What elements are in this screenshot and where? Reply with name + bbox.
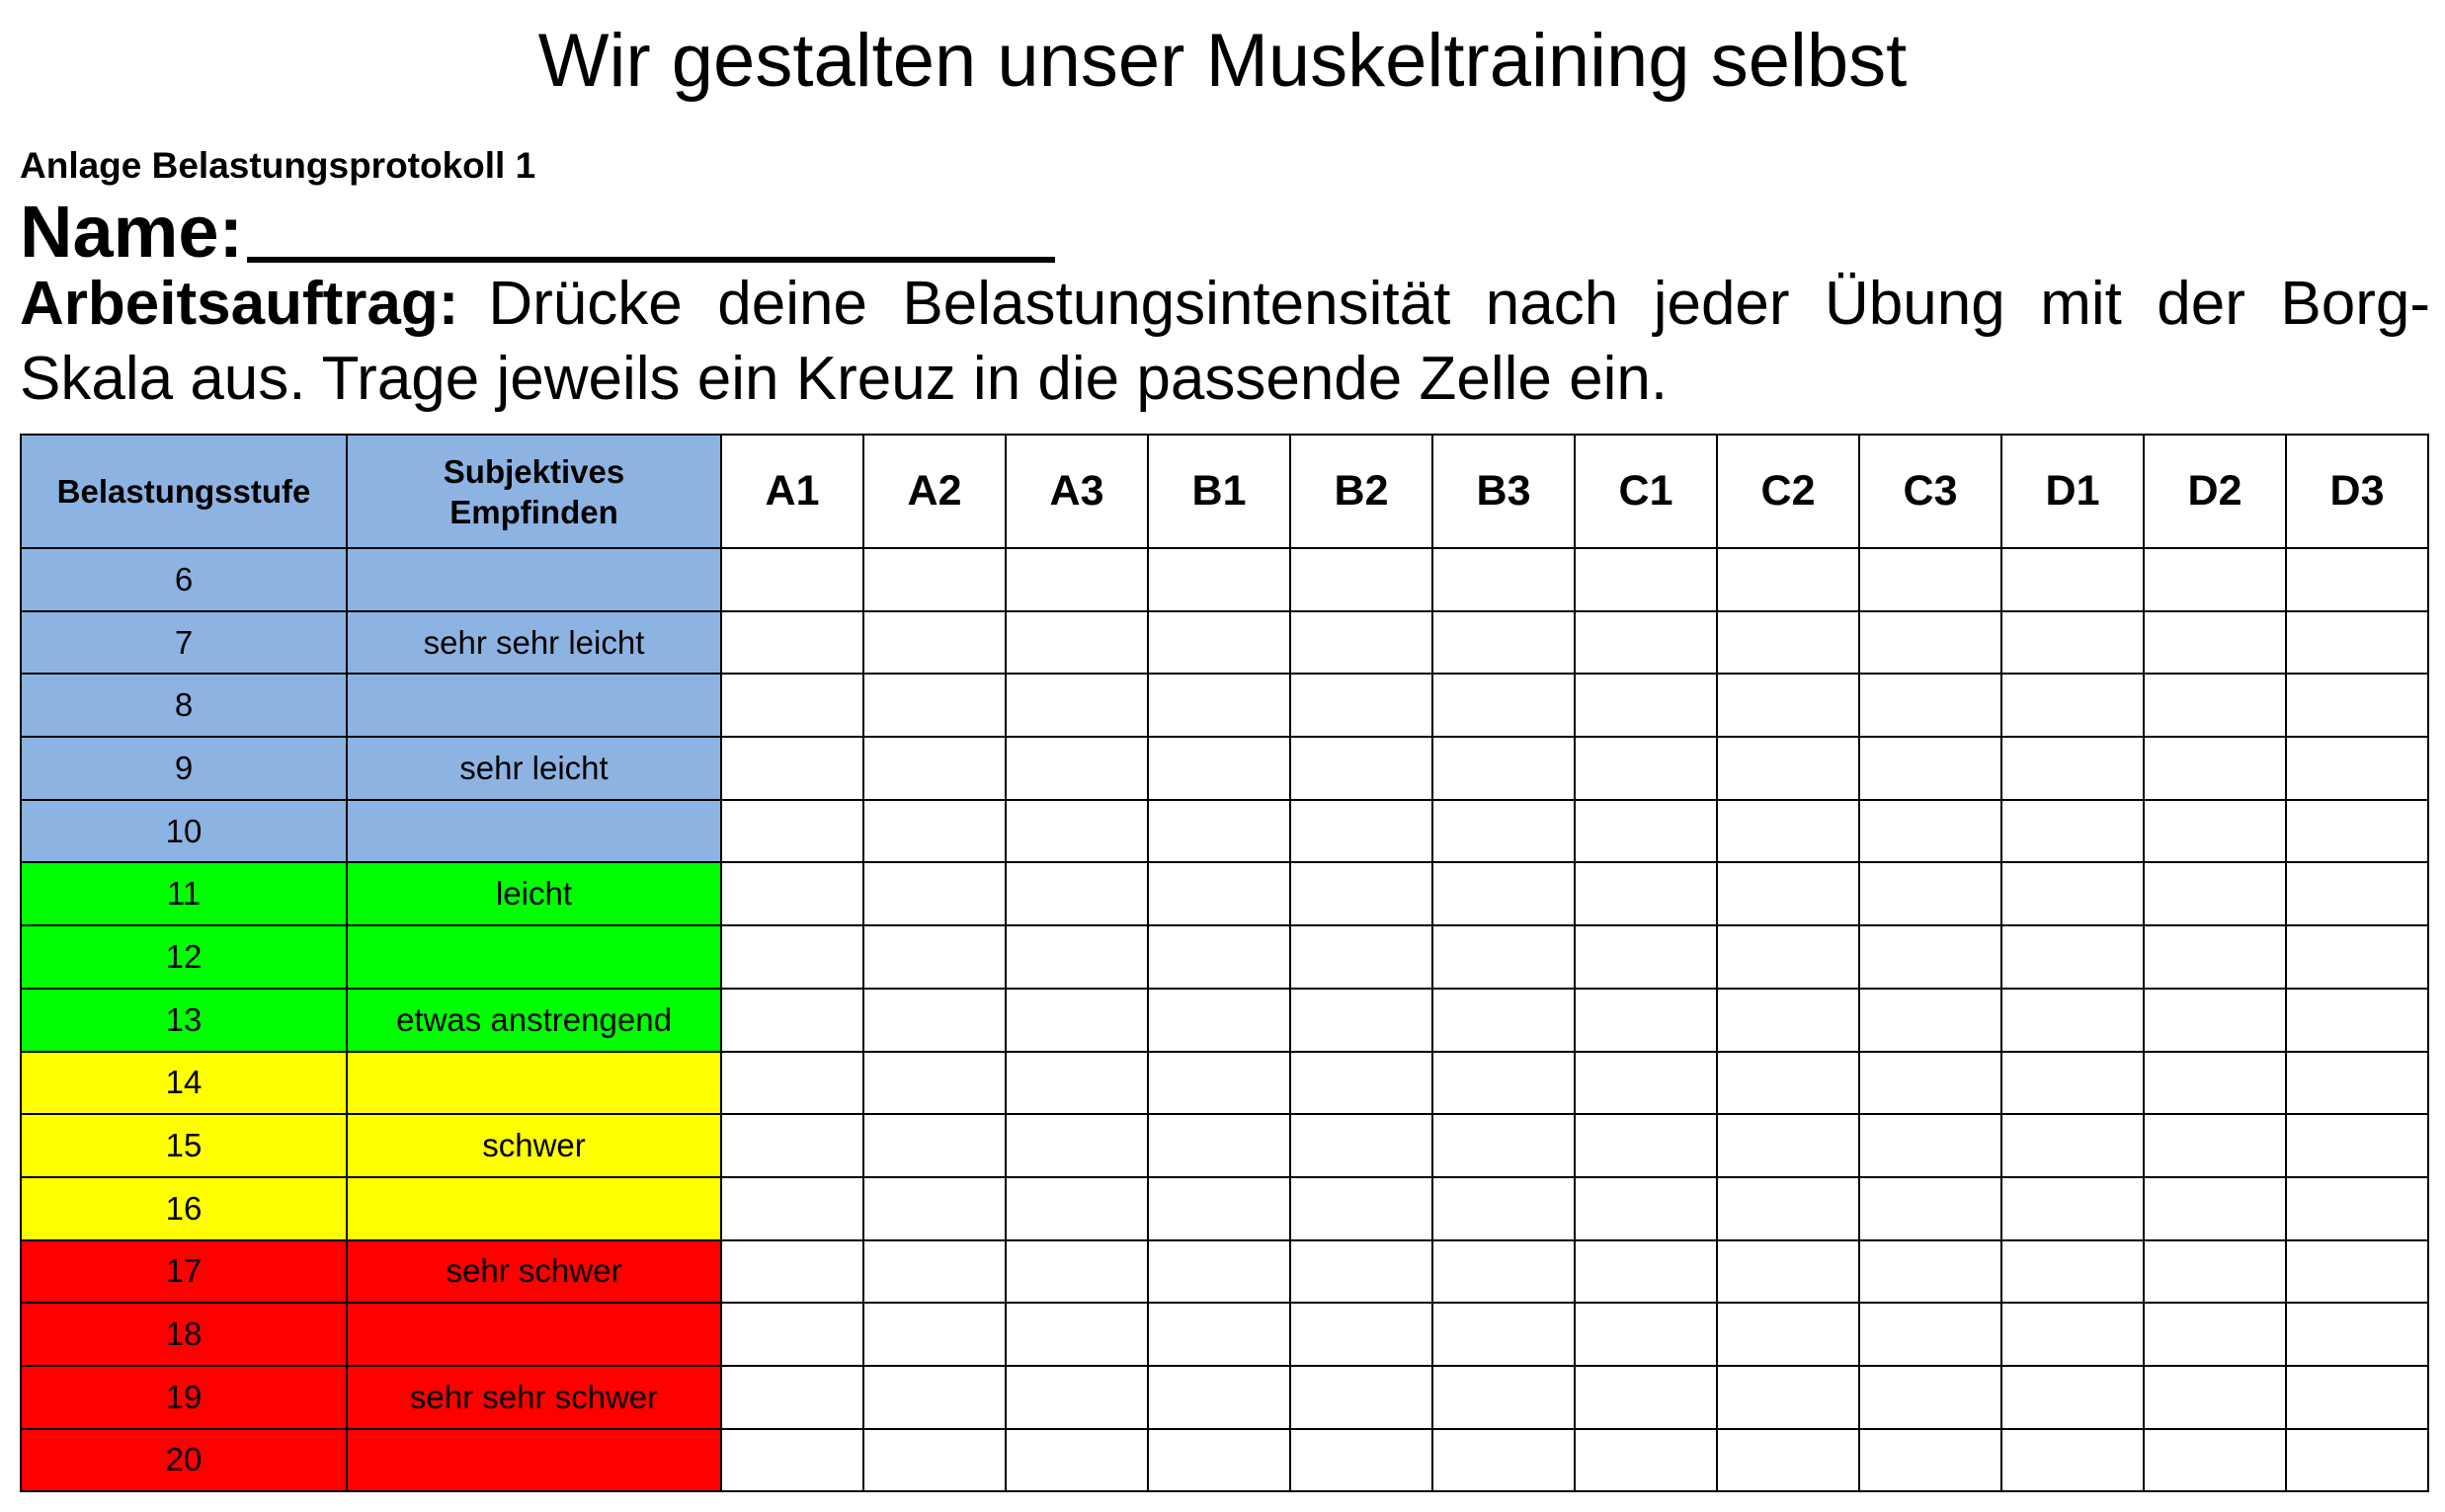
table-row xyxy=(21,1366,2428,1429)
mark-cell-c2[interactable] xyxy=(1717,1177,1859,1240)
mark-cell-b1[interactable] xyxy=(1148,1303,1290,1366)
mark-cell-b3[interactable] xyxy=(1432,1240,1575,1304)
mark-cell-b1[interactable] xyxy=(1148,1114,1290,1177)
header-exercise-d3: D3 xyxy=(2286,435,2428,548)
table-row xyxy=(21,1052,2428,1115)
name-underline[interactable] xyxy=(247,257,1055,263)
mark-cell-a1[interactable] xyxy=(721,1240,863,1304)
mark-cell-b3[interactable] xyxy=(1432,1177,1575,1240)
mark-cell-a1[interactable] xyxy=(721,1052,863,1115)
header-exercise-b3: B3 xyxy=(1432,435,1575,548)
table-row xyxy=(21,1114,2428,1177)
mark-cell-d1[interactable] xyxy=(2001,1429,2144,1492)
mark-cell-c3[interactable] xyxy=(1859,548,2001,611)
table-row xyxy=(21,1177,2428,1240)
mark-cell-c3[interactable] xyxy=(1859,1052,2001,1115)
page-title: Wir gestalten unser Muskeltraining selbst xyxy=(537,19,1908,103)
mark-cell-c2[interactable] xyxy=(1717,989,1859,1052)
mark-cell-b1[interactable] xyxy=(1148,1177,1290,1240)
mark-cell-c3[interactable] xyxy=(1859,611,2001,675)
mark-cell-b2[interactable] xyxy=(1290,925,1432,989)
table-row xyxy=(21,862,2428,925)
header-feeling-line-2: Empfinden xyxy=(449,493,618,530)
mark-cell-c3[interactable] xyxy=(1859,1303,2001,1366)
mark-cell-b1[interactable] xyxy=(1148,800,1290,863)
feeling-cell: sehr leicht xyxy=(347,737,721,800)
mark-cell-b1[interactable] xyxy=(1148,1240,1290,1304)
table-row xyxy=(21,548,2428,611)
mark-cell-a3[interactable] xyxy=(1006,1429,1148,1492)
mark-cell-c1[interactable] xyxy=(1575,674,1717,737)
header-exercise-c3: C3 xyxy=(1859,435,2001,548)
annex-label: Anlage Belastungsprotokoll 1 xyxy=(20,145,536,186)
mark-cell-d1[interactable] xyxy=(2001,1303,2144,1366)
mark-cell-b1[interactable] xyxy=(1148,1052,1290,1115)
feeling-cell xyxy=(347,1429,721,1492)
mark-cell-b3[interactable] xyxy=(1432,611,1575,675)
mark-cell-a1[interactable] xyxy=(721,674,863,737)
mark-cell-d3[interactable] xyxy=(2286,1240,2428,1304)
stage-cell: 11 xyxy=(21,862,347,925)
mark-cell-d3[interactable] xyxy=(2286,737,2428,800)
header-exercise-c1: C1 xyxy=(1575,435,1717,548)
mark-cell-b1[interactable] xyxy=(1148,1429,1290,1492)
mark-cell-b2[interactable] xyxy=(1290,1240,1432,1304)
mark-cell-c1[interactable] xyxy=(1575,989,1717,1052)
mark-cell-c1[interactable] xyxy=(1575,1240,1717,1304)
task-text-1: Drücke deine Belastungsintensität nach jeder Übung mit der Borg- xyxy=(488,270,2430,338)
mark-cell-d1[interactable] xyxy=(2001,989,2144,1052)
stage-cell: 6 xyxy=(21,548,347,611)
table-row xyxy=(21,1240,2428,1304)
mark-cell-d3[interactable] xyxy=(2286,548,2428,611)
mark-cell-d1[interactable] xyxy=(2001,1240,2144,1304)
mark-cell-a2[interactable] xyxy=(863,548,1006,611)
mark-cell-d3[interactable] xyxy=(2286,1052,2428,1115)
mark-cell-a2[interactable] xyxy=(863,800,1006,863)
mark-cell-b2[interactable] xyxy=(1290,611,1432,675)
mark-cell-c2[interactable] xyxy=(1717,548,1859,611)
mark-cell-b2[interactable] xyxy=(1290,548,1432,611)
mark-cell-b1[interactable] xyxy=(1148,674,1290,737)
mark-cell-b2[interactable] xyxy=(1290,1366,1432,1429)
table-row xyxy=(21,611,2428,675)
table-row xyxy=(21,800,2428,863)
mark-cell-c3[interactable] xyxy=(1859,1240,2001,1304)
mark-cell-a1[interactable] xyxy=(721,548,863,611)
mark-cell-c2[interactable] xyxy=(1717,1052,1859,1115)
mark-cell-a2[interactable] xyxy=(863,1429,1006,1492)
mark-cell-a3[interactable] xyxy=(1006,800,1148,863)
stage-cell: 14 xyxy=(21,1052,347,1115)
mark-cell-d1[interactable] xyxy=(2001,925,2144,989)
mark-cell-d3[interactable] xyxy=(2286,1303,2428,1366)
feeling-cell xyxy=(347,925,721,989)
mark-cell-a2[interactable] xyxy=(863,737,1006,800)
mark-cell-d1[interactable] xyxy=(2001,674,2144,737)
mark-cell-d3[interactable] xyxy=(2286,1366,2428,1429)
name-field[interactable] xyxy=(20,186,1055,275)
mark-cell-b3[interactable] xyxy=(1432,800,1575,863)
mark-cell-d2[interactable] xyxy=(2144,800,2286,863)
mark-cell-c3[interactable] xyxy=(1859,925,2001,989)
mark-cell-c1[interactable] xyxy=(1575,1114,1717,1177)
mark-cell-b3[interactable] xyxy=(1432,1366,1575,1429)
stage-cell: 8 xyxy=(21,674,347,737)
mark-cell-c3[interactable] xyxy=(1859,989,2001,1052)
mark-cell-b3[interactable] xyxy=(1432,548,1575,611)
feeling-cell: schwer xyxy=(347,1114,721,1177)
feeling-cell: etwas anstrengend xyxy=(347,989,721,1052)
mark-cell-d3[interactable] xyxy=(2286,925,2428,989)
feeling-cell xyxy=(347,1303,721,1366)
mark-cell-c2[interactable] xyxy=(1717,1429,1859,1492)
mark-cell-d1[interactable] xyxy=(2001,862,2144,925)
mark-cell-a2[interactable] xyxy=(863,989,1006,1052)
mark-cell-a1[interactable] xyxy=(721,862,863,925)
mark-cell-a3[interactable] xyxy=(1006,1177,1148,1240)
mark-cell-d2[interactable] xyxy=(2144,925,2286,989)
stage-cell: 15 xyxy=(21,1114,347,1177)
stage-cell: 7 xyxy=(21,611,347,675)
mark-cell-a1[interactable] xyxy=(721,1429,863,1492)
mark-cell-c1[interactable] xyxy=(1575,611,1717,675)
mark-cell-c1[interactable] xyxy=(1575,925,1717,989)
header-stage: Belastungsstufe xyxy=(21,435,347,548)
mark-cell-b2[interactable] xyxy=(1290,674,1432,737)
mark-cell-b2[interactable] xyxy=(1290,1177,1432,1240)
mark-cell-d3[interactable] xyxy=(2286,862,2428,925)
stage-cell: 17 xyxy=(21,1240,347,1304)
mark-cell-b1[interactable] xyxy=(1148,548,1290,611)
mark-cell-a1[interactable] xyxy=(721,989,863,1052)
mark-cell-a2[interactable] xyxy=(863,1177,1006,1240)
header-exercise-d1: D1 xyxy=(2001,435,2144,548)
mark-cell-c1[interactable] xyxy=(1575,800,1717,863)
table-row xyxy=(21,989,2428,1052)
mark-cell-d1[interactable] xyxy=(2001,1114,2144,1177)
mark-cell-d1[interactable] xyxy=(2001,548,2144,611)
mark-cell-a3[interactable] xyxy=(1006,737,1148,800)
mark-cell-d2[interactable] xyxy=(2144,862,2286,925)
feeling-cell xyxy=(347,548,721,611)
header-exercise-a2: A2 xyxy=(863,435,1006,548)
mark-cell-b2[interactable] xyxy=(1290,800,1432,863)
mark-cell-a1[interactable] xyxy=(721,611,863,675)
mark-cell-b2[interactable] xyxy=(1290,737,1432,800)
mark-cell-d2[interactable] xyxy=(2144,989,2286,1052)
stage-cell: 16 xyxy=(21,1177,347,1240)
mark-cell-c2[interactable] xyxy=(1717,1240,1859,1304)
feeling-cell xyxy=(347,1177,721,1240)
mark-cell-b2[interactable] xyxy=(1290,1052,1432,1115)
mark-cell-d2[interactable] xyxy=(2144,1240,2286,1304)
mark-cell-a2[interactable] xyxy=(863,1114,1006,1177)
mark-cell-d1[interactable] xyxy=(2001,1366,2144,1429)
mark-cell-d3[interactable] xyxy=(2286,674,2428,737)
mark-cell-b3[interactable] xyxy=(1432,1429,1575,1492)
header-exercise-d2: D2 xyxy=(2144,435,2286,548)
mark-cell-c2[interactable] xyxy=(1717,1366,1859,1429)
table-row xyxy=(21,737,2428,800)
mark-cell-a1[interactable] xyxy=(721,800,863,863)
mark-cell-a2[interactable] xyxy=(863,1303,1006,1366)
mark-cell-a1[interactable] xyxy=(721,1366,863,1429)
task-line-1 xyxy=(20,267,2430,342)
mark-cell-a2[interactable] xyxy=(863,1366,1006,1429)
feeling-cell: leicht xyxy=(347,862,721,925)
task-label: Arbeitsauftrag: xyxy=(20,270,459,338)
mark-cell-c3[interactable] xyxy=(1859,1177,2001,1240)
stage-cell: 9 xyxy=(21,737,347,800)
mark-cell-c1[interactable] xyxy=(1575,1177,1717,1240)
mark-cell-a1[interactable] xyxy=(721,737,863,800)
mark-cell-d2[interactable] xyxy=(2144,737,2286,800)
mark-cell-b1[interactable] xyxy=(1148,1366,1290,1429)
mark-cell-c2[interactable] xyxy=(1717,800,1859,863)
header-feeling-line-1: Subjektives xyxy=(443,452,625,490)
mark-cell-b3[interactable] xyxy=(1432,1303,1575,1366)
mark-cell-a1[interactable] xyxy=(721,1114,863,1177)
mark-cell-b2[interactable] xyxy=(1290,862,1432,925)
task-text-2: Skala aus. Trage jeweils ein Kreuz in die passende Zelle ein. xyxy=(20,345,1669,413)
mark-cell-d3[interactable] xyxy=(2286,611,2428,675)
table-row xyxy=(21,1303,2428,1366)
stage-cell: 19 xyxy=(21,1366,347,1429)
mark-cell-b2[interactable] xyxy=(1290,1429,1432,1492)
mark-cell-c2[interactable] xyxy=(1717,1114,1859,1177)
mark-cell-c3[interactable] xyxy=(1859,674,2001,737)
mark-cell-c2[interactable] xyxy=(1717,737,1859,800)
mark-cell-d2[interactable] xyxy=(2144,1366,2286,1429)
mark-cell-b1[interactable] xyxy=(1148,989,1290,1052)
mark-cell-c1[interactable] xyxy=(1575,737,1717,800)
feeling-cell xyxy=(347,1052,721,1115)
mark-cell-c2[interactable] xyxy=(1717,611,1859,675)
mark-cell-d3[interactable] xyxy=(2286,1177,2428,1240)
mark-cell-a3[interactable] xyxy=(1006,611,1148,675)
table-body xyxy=(21,548,2428,1491)
mark-cell-a3[interactable] xyxy=(1006,1052,1148,1115)
stage-cell: 10 xyxy=(21,800,347,863)
table-row xyxy=(21,925,2428,989)
mark-cell-d2[interactable] xyxy=(2144,1429,2286,1492)
mark-cell-b3[interactable] xyxy=(1432,925,1575,989)
stage-cell: 20 xyxy=(21,1429,347,1492)
mark-cell-a3[interactable] xyxy=(1006,1240,1148,1304)
mark-cell-a2[interactable] xyxy=(863,1052,1006,1115)
header-exercise-b1: B1 xyxy=(1148,435,1290,548)
mark-cell-d1[interactable] xyxy=(2001,1177,2144,1240)
header-exercise-b2: B2 xyxy=(1290,435,1432,548)
mark-cell-c1[interactable] xyxy=(1575,1052,1717,1115)
mark-cell-c1[interactable] xyxy=(1575,548,1717,611)
mark-cell-b3[interactable] xyxy=(1432,1114,1575,1177)
mark-cell-c1[interactable] xyxy=(1575,1366,1717,1429)
mark-cell-d2[interactable] xyxy=(2144,1177,2286,1240)
mark-cell-a3[interactable] xyxy=(1006,1114,1148,1177)
mark-cell-d3[interactable] xyxy=(2286,1114,2428,1177)
mark-cell-a2[interactable] xyxy=(863,1240,1006,1304)
mark-cell-a3[interactable] xyxy=(1006,1366,1148,1429)
mark-cell-a2[interactable] xyxy=(863,862,1006,925)
mark-cell-a2[interactable] xyxy=(863,611,1006,675)
mark-cell-b2[interactable] xyxy=(1290,1114,1432,1177)
mark-cell-b2[interactable] xyxy=(1290,989,1432,1052)
mark-cell-a1[interactable] xyxy=(721,925,863,989)
mark-cell-b2[interactable] xyxy=(1290,1303,1432,1366)
header-exercise-a1: A1 xyxy=(721,435,863,548)
mark-cell-c3[interactable] xyxy=(1859,800,2001,863)
stage-cell: 13 xyxy=(21,989,347,1052)
mark-cell-d2[interactable] xyxy=(2144,548,2286,611)
mark-cell-b1[interactable] xyxy=(1148,611,1290,675)
mark-cell-d2[interactable] xyxy=(2144,1303,2286,1366)
mark-cell-b1[interactable] xyxy=(1148,737,1290,800)
mark-cell-b1[interactable] xyxy=(1148,925,1290,989)
mark-cell-c1[interactable] xyxy=(1575,1303,1717,1366)
borg-scale-table xyxy=(20,434,2429,1492)
mark-cell-c1[interactable] xyxy=(1575,1429,1717,1492)
feeling-cell: sehr schwer xyxy=(347,1240,721,1304)
mark-cell-c3[interactable] xyxy=(1859,737,2001,800)
mark-cell-c3[interactable] xyxy=(1859,862,2001,925)
mark-cell-a3[interactable] xyxy=(1006,548,1148,611)
mark-cell-c3[interactable] xyxy=(1859,1114,2001,1177)
feeling-cell: sehr sehr leicht xyxy=(347,611,721,675)
mark-cell-b1[interactable] xyxy=(1148,862,1290,925)
mark-cell-d1[interactable] xyxy=(2001,1052,2144,1115)
mark-cell-d2[interactable] xyxy=(2144,674,2286,737)
mark-cell-a1[interactable] xyxy=(721,1177,863,1240)
mark-cell-a1[interactable] xyxy=(721,1303,863,1366)
mark-cell-c2[interactable] xyxy=(1717,862,1859,925)
mark-cell-d2[interactable] xyxy=(2144,1114,2286,1177)
stage-cell: 18 xyxy=(21,1303,347,1366)
mark-cell-a3[interactable] xyxy=(1006,989,1148,1052)
mark-cell-c1[interactable] xyxy=(1575,862,1717,925)
mark-cell-d2[interactable] xyxy=(2144,611,2286,675)
mark-cell-b3[interactable] xyxy=(1432,737,1575,800)
mark-cell-b3[interactable] xyxy=(1432,674,1575,737)
mark-cell-c3[interactable] xyxy=(1859,1366,2001,1429)
header-exercise-c2: C2 xyxy=(1717,435,1859,548)
table-header-row xyxy=(21,435,2428,548)
feeling-cell: sehr sehr schwer xyxy=(347,1366,721,1429)
table-row xyxy=(21,674,2428,737)
mark-cell-d3[interactable] xyxy=(2286,989,2428,1052)
mark-cell-d3[interactable] xyxy=(2286,800,2428,863)
name-label: Name: xyxy=(20,191,244,273)
mark-cell-d3[interactable] xyxy=(2286,1429,2428,1492)
mark-cell-d1[interactable] xyxy=(2001,800,2144,863)
task-instructions xyxy=(20,267,2430,417)
mark-cell-c2[interactable] xyxy=(1717,674,1859,737)
mark-cell-d1[interactable] xyxy=(2001,737,2144,800)
header-exercise-a3: A3 xyxy=(1006,435,1148,548)
mark-cell-a3[interactable] xyxy=(1006,862,1148,925)
table-row xyxy=(21,1429,2428,1492)
mark-cell-a3[interactable] xyxy=(1006,674,1148,737)
mark-cell-c3[interactable] xyxy=(1859,1429,2001,1492)
mark-cell-a2[interactable] xyxy=(863,925,1006,989)
mark-cell-c2[interactable] xyxy=(1717,925,1859,989)
mark-cell-d1[interactable] xyxy=(2001,611,2144,675)
mark-cell-b3[interactable] xyxy=(1432,862,1575,925)
mark-cell-a3[interactable] xyxy=(1006,1303,1148,1366)
feeling-cell xyxy=(347,674,721,737)
feeling-cell xyxy=(347,800,721,863)
mark-cell-c2[interactable] xyxy=(1717,1303,1859,1366)
mark-cell-b3[interactable] xyxy=(1432,1052,1575,1115)
mark-cell-a2[interactable] xyxy=(863,674,1006,737)
mark-cell-d2[interactable] xyxy=(2144,1052,2286,1115)
mark-cell-a3[interactable] xyxy=(1006,925,1148,989)
mark-cell-b3[interactable] xyxy=(1432,989,1575,1052)
stage-cell: 12 xyxy=(21,925,347,989)
header-feeling xyxy=(347,435,721,548)
